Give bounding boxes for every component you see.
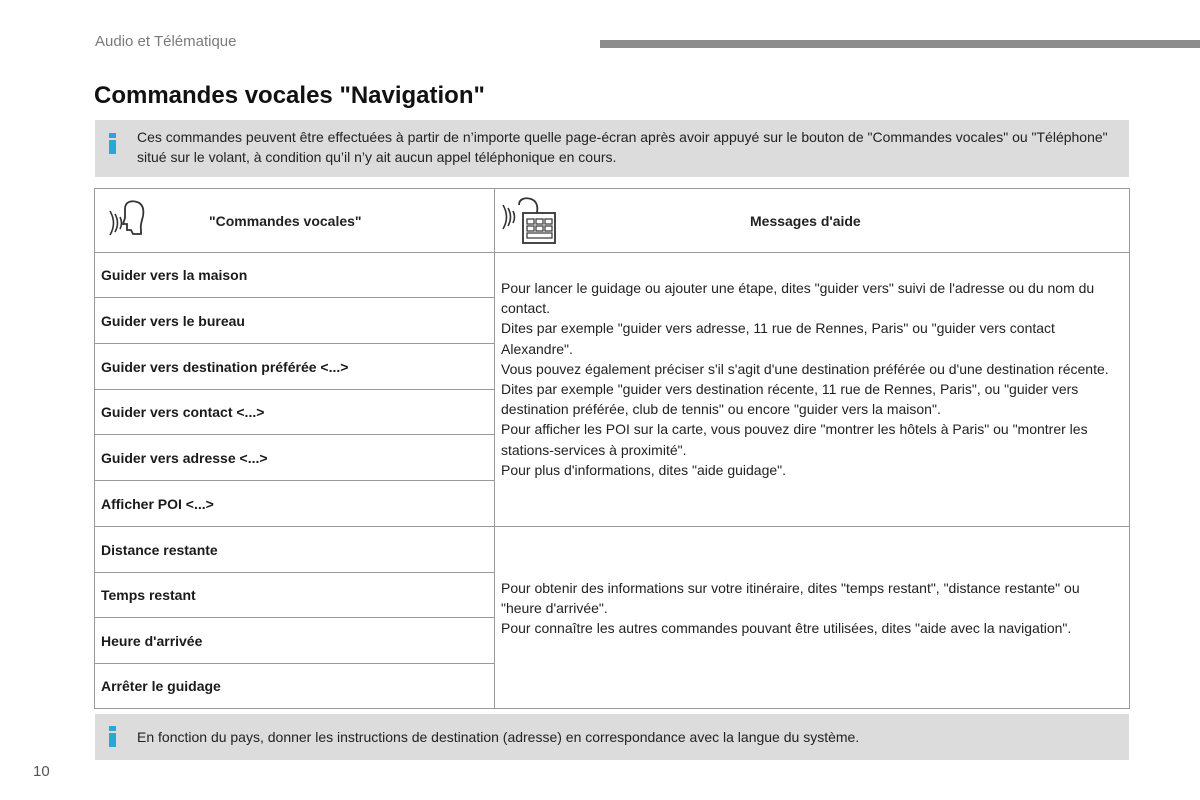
help-paragraph: Dites par exemple "guider vers adresse, 11 rue de Rennes, Paris" ou "guider vers contact Alexandre". — [501, 320, 1055, 357]
table-header-help — [495, 189, 1129, 252]
help-cell-guidance — [501, 278, 1123, 480]
help-paragraph: Vous pouvez également préciser s'il s'agit d'une destination préférée ou d'une destination récente. — [501, 360, 1109, 377]
table-row: Arrêter le guidage — [95, 663, 495, 709]
help-paragraph: Dites par exemple "guider vers destination récente, 11 rue de Rennes, Paris", ou "guider vers destination préférée, club de tennis" ou encore "guider vers la maison". — [501, 381, 1079, 418]
table-row: Temps restant — [95, 572, 495, 618]
table-row: Afficher POI <...> — [95, 481, 495, 527]
table-header-row — [95, 189, 1129, 253]
table-row: Guider vers la maison — [95, 252, 495, 298]
voice-commands-table — [94, 188, 1130, 709]
help-paragraph: Pour afficher les POI sur la carte, vous pouvez dire "montrer les hôtels à Paris" ou "montrer les stations-services à proximité". — [501, 421, 1088, 458]
section-label: Audio et Télématique — [95, 33, 237, 50]
help-paragraph: Pour lancer le guidage ou ajouter une étape, dites "guider vers" suivi de l'adresse ou du nom du contact. — [501, 280, 1095, 317]
table-row: Guider vers le bureau — [95, 298, 495, 344]
help-paragraph: Pour plus d'informations, dites "aide guidage". — [501, 461, 787, 478]
voice-command-icon — [103, 197, 151, 245]
help-cell-itinerary — [501, 578, 1123, 639]
voice-help-screen-icon — [501, 195, 567, 247]
info-box-top — [95, 120, 1129, 177]
table-row: Heure d'arrivée — [95, 618, 495, 664]
table-header-commands-label: "Commandes vocales" — [209, 213, 362, 229]
table-row: Distance restante — [95, 527, 495, 573]
help-paragraph: Pour connaître les autres commandes pouvant être utilisées, dites "aide avec la navigation". — [501, 620, 1072, 637]
table-row: Guider vers destination préférée <...> — [95, 344, 495, 390]
page-number: 10 — [33, 763, 50, 780]
table-row: Guider vers adresse <...> — [95, 435, 495, 481]
help-paragraph: Pour obtenir des informations sur votre itinéraire, dites "temps restant", "distance restante" ou "heure d'arrivée". — [501, 580, 1080, 617]
info-text-bottom: En fonction du pays, donner les instructions de destination (adresse) en correspondance avec la langue du système. — [137, 729, 860, 745]
table-header-commands — [95, 189, 495, 252]
header-rule — [600, 40, 1200, 48]
table-header-help-label: Messages d'aide — [750, 213, 861, 229]
table-row: Guider vers contact <...> — [95, 389, 495, 435]
info-text-top: Ces commandes peuvent être effectuées à partir de n’importe quelle page-écran après avoir appuyé sur le bouton de "Commandes vocales" ou "Téléphone" situé sur le volant, à condition qu’il n’y ait aucun appel téléphonique en cours. — [137, 129, 1108, 165]
page-title: Commandes vocales "Navigation" — [94, 82, 485, 109]
info-box-bottom — [95, 714, 1129, 760]
